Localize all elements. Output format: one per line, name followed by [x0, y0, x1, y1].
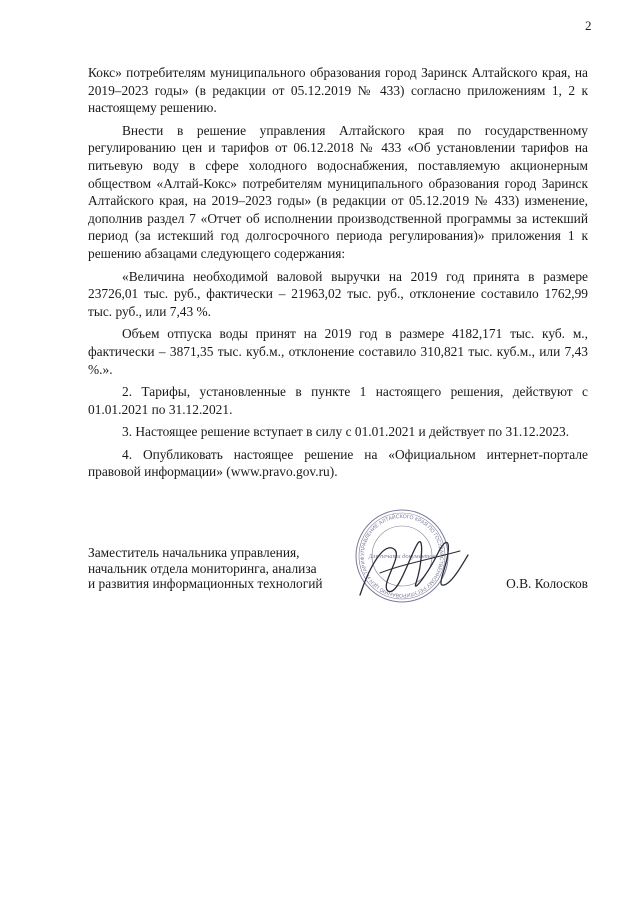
- document-body: [88, 64, 588, 481]
- page-number: 2: [585, 18, 592, 33]
- signer-position-line-2: начальник отдела мониторинга, анализа: [88, 560, 317, 576]
- paragraph-revenue: «Величина необходимой валовой выручки на 2019 год принята в размере 23726,01 тыс. руб., фактически – 21963,02 тыс. руб., отклонение составило 1762,99 тыс. руб., или 7,43 %.: [88, 268, 588, 319]
- handwritten-signature: [340, 525, 490, 605]
- stamp-center-text: Для печати документов: [368, 553, 436, 560]
- paragraph-amendment: Внести в решение управления Алтайского края по государственному регулированию цен и тарифов от 06.12.2018 № 433 «Об установлении тарифов на питьевую воду в сфере холодного водоснабжения, поставляемую акционерным обществом «Алтай-Кокс» потребителям муниципального образования город Заринск Алтайского края, на 2019–2023 годы» (в редакции от 05.12.2019 № 433) изменение, дополнив раздел 7 «Отчет об исполнении производственной программы за истекший период (за истекший год долгосрочного периода регулирования)» приложения 1 к решению абзацами следующего содержания:: [88, 122, 588, 261]
- signer-position-line-3: и развития информационных технологий: [88, 576, 323, 591]
- paragraph-item-4: 4. Опубликовать настоящее решение на «Официальном интернет-портале правовой информации» (www.pravo.gov.ru).: [88, 446, 588, 480]
- signer-name: О.В. Колосков: [506, 576, 588, 591]
- stamp-ring-text: УПРАВЛЕНИЕ АЛТАЙСКОГО КРАЯ ПО ГОСУДАРСТВЕННОМУ РЕГУЛИРОВАНИЮ ЦЕН И ТАРИФ: [359, 513, 445, 599]
- paragraph-item-2: 2. Тарифы, установленные в пункте 1 настоящего решения, действуют с 01.01.2021 по 31.12.2021.: [88, 384, 588, 417]
- signature-block: [88, 545, 588, 605]
- paragraph-item-3: 3. Настоящее решение вступает в силу с 01.01.2021 и действует по 31.12.2023.: [122, 424, 570, 440]
- paragraph-continuation: Кокс» потребителям муниципального образования город Заринск Алтайского края, на 2019–2023 годы» (в редакции от 05.12.2019 № 433) согласно приложениям 1, 2 к настоящему решению.: [88, 65, 588, 116]
- paragraph-water-volume: Объем отпуска воды принят на 2019 год в размере 4182,171 тыс. куб. м., фактически – 3871,35 тыс. куб.м., отклонение составило 310,821 тыс. куб.м., или 7,43 %.».: [88, 326, 588, 377]
- signer-position-line-1: Заместитель начальника управления,: [88, 545, 300, 560]
